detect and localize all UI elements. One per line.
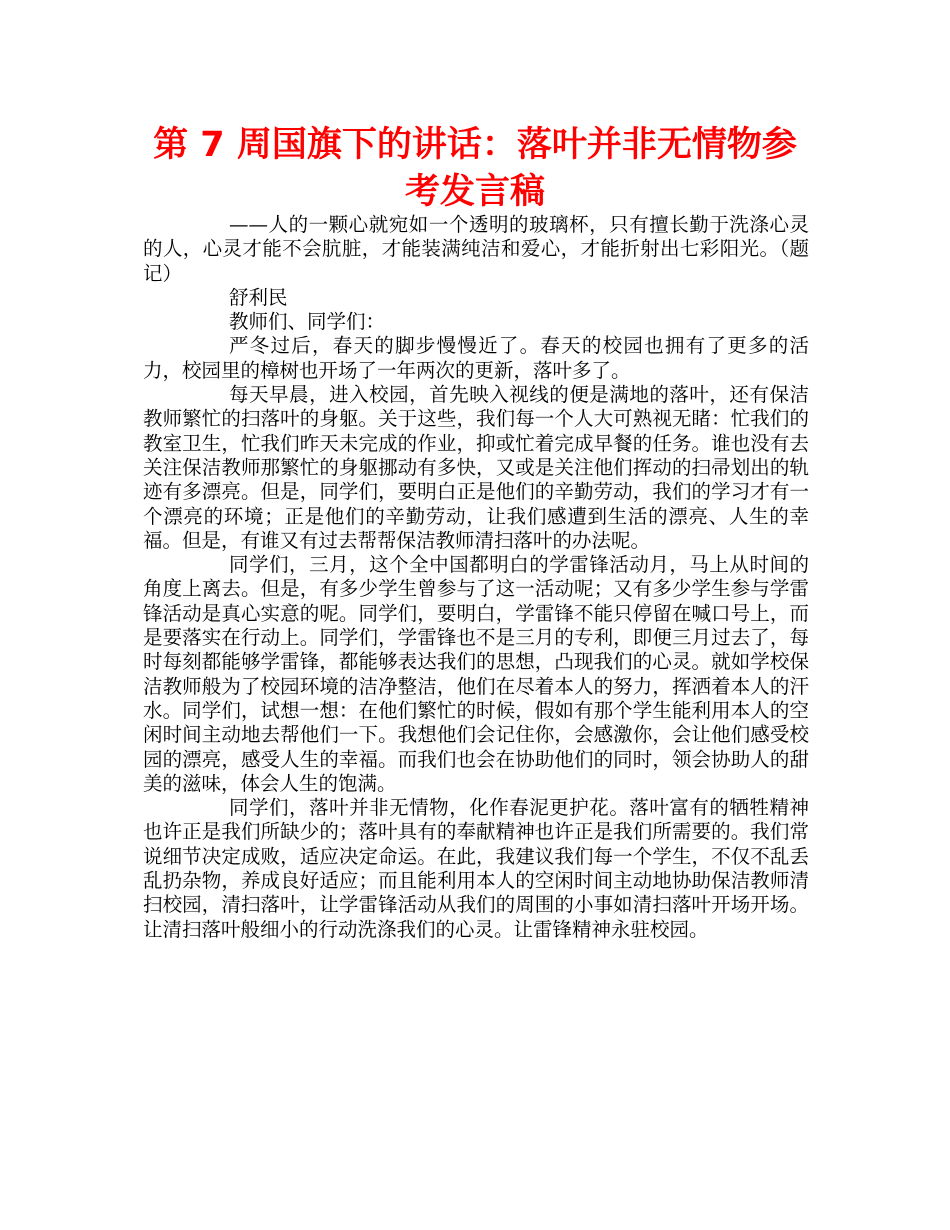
epigraph-paragraph: ——人的一颗心就宛如一个透明的玻璃杯，只有擅长勤于洗涤心灵的人，心灵才能不会肮脏，才能装满纯洁和爱心，才能折射出七彩阳光。（题记） (143, 213, 809, 285)
document-title: 第 7 周国旗下的讲话：落叶并非无情物参考发言稿 (153, 125, 797, 212)
greeting-line: 教师们、同学们： (229, 310, 386, 334)
body-paragraph: 同学们，落叶并非无情物，化作春泥更护花。落叶富有的牺牲精神也许正是我们所缺少的；落叶具有的奉献精神也许正是我们所需要的。我们常说细节决定成败，适应决定命运。在此，我建议我们每一个学生，不仅不乱丢乱扔杂物，养成良好适应；而且能利用本人的空闲时间主动地协助保洁教师清扫校园，清扫落叶，让学雷锋活动从我们的周围的小事如清扫落叶开场开场。让清扫落叶般细小的行动洗涤我们的心灵。让雷锋精神永驻校园。 (143, 796, 809, 941)
document-body (143, 213, 809, 942)
body-paragraph: 每天早晨，进入校园，首先映入视线的便是满地的落叶，还有保洁教师繁忙的扫落叶的身躯。关于这些，我们每一个人大可熟视无睹：忙我们的教室卫生，忙我们昨天未完成的作业，抑或忙着完成早餐的任务。谁也没有去关注保洁教师那繁忙的身躯挪动有多快，又或是关注他们挥动的扫帚划出的轨迹有多漂亮。但是，同学们，要明白正是他们的辛勤劳动，我们的学习才有一个漂亮的环境；正是他们的辛勤劳动，让我们感遭到生活的漂亮、人生的幸福。但是，有谁又有过去帮帮保洁教师清扫落叶的办法呢。 (143, 383, 809, 552)
body-paragraph: 同学们，三月，这个全中国都明白的学雷锋活动月，马上从时间的角度上离去。但是，有多少学生曾参与了这一活动呢；又有多少学生参与学雷锋活动是真心实意的呢。同学们，要明白，学雷锋不能只停留在喊口号上，而是要落实在行动上。同学们，学雷锋也不是三月的专利，即便三月过去了，每时每刻都能够学雷锋，都能够表达我们的思想，凸现我们的心灵。就如学校保洁教师般为了校园环境的洁净整洁，他们在尽着本人的努力，挥洒着本人的汗水。同学们，试想一想：在他们繁忙的时候，假如有那个学生能利用本人的空闲时间主动地去帮他们一下。我想他们会记住你，会感激你，会让他们感受校园的漂亮，感受人生的幸福。而我们也会在协助他们的同时，领会协助人的甜美的滋味，体会人生的饱满。 (143, 553, 809, 795)
author-name: 舒利民 (229, 285, 288, 309)
body-paragraph: 严冬过后，春天的脚步慢慢近了。春天的校园也拥有了更多的活力，校园里的樟树也开场了一年两次的更新，落叶多了。 (143, 334, 809, 382)
